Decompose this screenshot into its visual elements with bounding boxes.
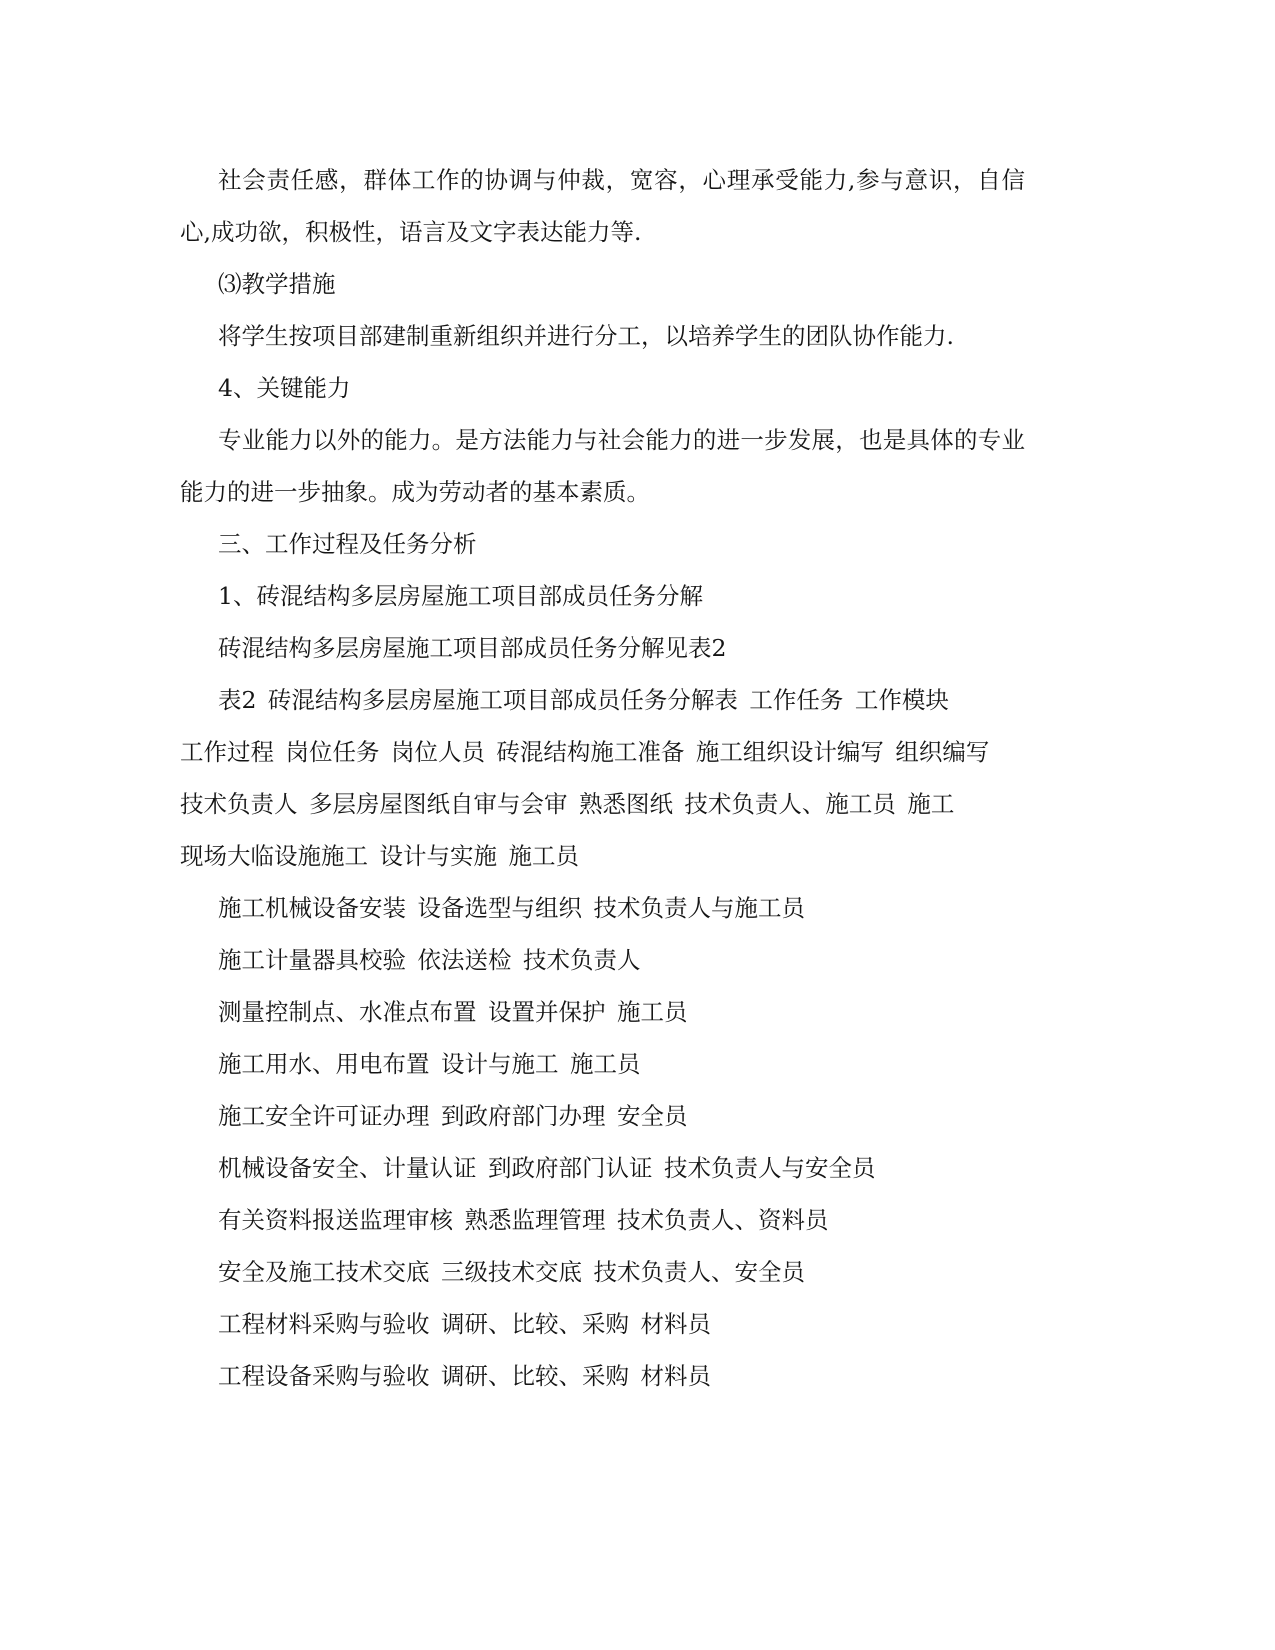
table-text-line: 现场大临设施施工 设计与实施 施工员 xyxy=(180,842,579,870)
paragraph-line: 专业能力以外的能力。是方法能力与社会能力的进一步发展，也是具体的专业 xyxy=(218,426,1025,454)
table-text-line: 施工安全许可证办理 到政府部门办理 安全员 xyxy=(218,1102,688,1130)
section-heading: 1、砖混结构多层房屋施工项目部成员任务分解 xyxy=(218,582,703,610)
document-body xyxy=(180,154,1025,1402)
table-text-line: 工程材料采购与验收 调研、比较、采购 材料员 xyxy=(218,1310,711,1338)
table-text-line: 机械设备安全、计量认证 到政府部门认证 技术负责人与安全员 xyxy=(218,1154,876,1182)
table-text-line: 工作过程 岗位任务 岗位人员 砖混结构施工准备 施工组织设计编写 组织编写 xyxy=(180,738,990,766)
section-heading: 4、关键能力 xyxy=(218,374,351,402)
paragraph-line: 能力的进一步抽象。成为劳动者的基本素质。 xyxy=(180,478,650,506)
paragraph-line: 将学生按项目部建制重新组织并进行分工，以培养学生的团队协作能力. xyxy=(218,322,954,350)
section-heading: 三、工作过程及任务分析 xyxy=(218,530,477,558)
table-text-line: 工程设备采购与验收 调研、比较、采购 材料员 xyxy=(218,1362,711,1390)
paragraph-line: 砖混结构多层房屋施工项目部成员任务分解见表2 xyxy=(218,634,727,662)
table-text-line: 施工用水、用电布置 设计与施工 施工员 xyxy=(218,1050,641,1078)
table-text-line: 有关资料报送监理审核 熟悉监理管理 技术负责人、资料员 xyxy=(218,1206,829,1234)
table-text-line: 施工机械设备安装 设备选型与组织 技术负责人与施工员 xyxy=(218,894,805,922)
paragraph-line: 心,成功欲，积极性，语言及文字表达能力等. xyxy=(180,218,642,246)
table-text-line: 安全及施工技术交底 三级技术交底 技术负责人、安全员 xyxy=(218,1258,805,1286)
table-text-line: 施工计量器具校验 依法送检 技术负责人 xyxy=(218,946,641,974)
paragraph-line: 社会责任感，群体工作的协调与仲裁，宽容，心理承受能力,参与意识，自信 xyxy=(218,166,1025,194)
section-heading: ⑶教学措施 xyxy=(218,270,336,298)
table-text-line: 测量控制点、水准点布置 设置并保护 施工员 xyxy=(218,998,688,1026)
table-text-line: 技术负责人 多层房屋图纸自审与会审 熟悉图纸 技术负责人、施工员 施工 xyxy=(180,790,955,818)
table-caption-line: 表2 砖混结构多层房屋施工项目部成员任务分解表 工作任务 工作模块 xyxy=(218,686,949,714)
